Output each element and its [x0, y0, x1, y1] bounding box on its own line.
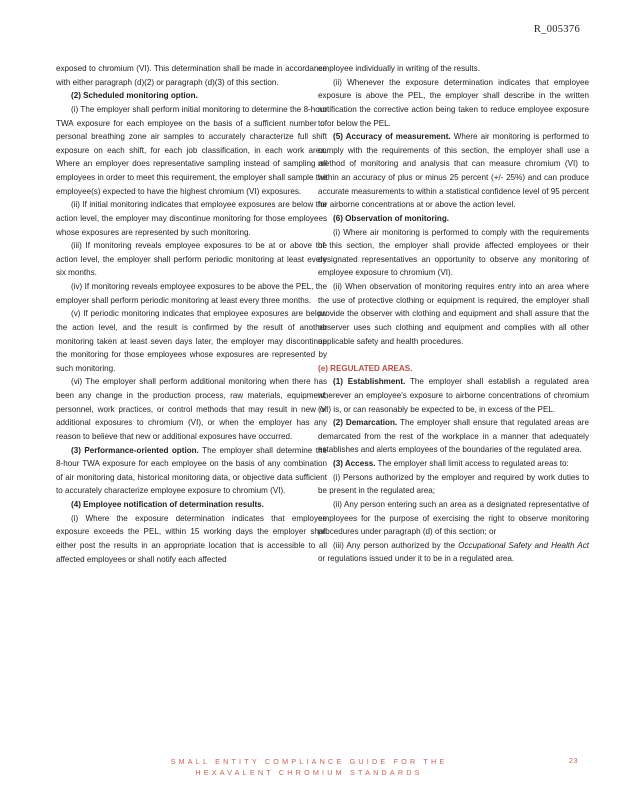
- bates-number: R_005376: [533, 24, 580, 35]
- paragraph: (5) Accuracy of measurement. Where air monitoring is performed to comply with the requirements of this section, the employer shall use a method of monitoring and analysis that can measure chromium (VI) to within an accuracy of plus or minus 25 percent (+/- 25%) and can produce accurate measurements to within a statistical confidence level of 95 percent for airborne concentrations at or above the action level.: [318, 132, 589, 210]
- page-number: 23: [569, 756, 578, 765]
- paragraph: (v) If periodic monitoring indicates that employee exposures are below the action level, and the result is confirmed by the result of another monitoring taken at least seven days later, the employer may discontinue the monitoring for those employees whose exposures are represented by such monitoring.: [56, 309, 327, 373]
- footer-line: HEXAVALENT CHROMIUM STANDARDS: [195, 768, 423, 777]
- subsection-heading: (5) Accuracy of measurement.: [333, 132, 451, 142]
- subsection-heading: (3) Access.: [333, 459, 376, 469]
- subsection-heading: (2) Scheduled monitoring option.: [71, 91, 198, 101]
- subsection-heading: (4) Employee notification of determination results.: [71, 500, 264, 509]
- paragraph: exposed to chromium (VI). This determination shall be made in accordance with either paragraph (d)(2) or paragraph (d)(3) of this section.: [56, 64, 327, 87]
- right-column: [318, 62, 589, 566]
- paragraph: employee individually in writing of the results.: [318, 64, 480, 73]
- paragraph: (ii) Any person entering such an area as a designated representative of employees for the purpose of exercising the right to observe monitoring procedures under paragraph (d) of this section; or: [318, 499, 589, 537]
- subsection-heading: (6) Observation of monitoring.: [333, 213, 450, 223]
- footer-line: SMALL ENTITY COMPLIANCE GUIDE FOR THE: [170, 757, 448, 766]
- paragraph: (3) Performance-oriented option. The employer shall determine the 8-hour TWA exposure for each employee on the basis of any combination of air monitoring data, historical monitoring data, or objective data sufficient to accurately characterize employee exposure to chromium (VI).: [56, 445, 327, 496]
- paragraph: (vi) The employer shall perform additional monitoring when there has been any change in the production process, raw materials, equipment, personnel, work practices, or control methods that may result in new or additional exposures to chromium (VI), or when the employer has any reason to believe that new or additional exposures have occurred.: [56, 377, 327, 441]
- section-heading: (e) REGULATED AREAS.: [318, 363, 413, 373]
- paragraph: (ii) If initial monitoring indicates that employee exposures are below the action level, the employer may discontinue monitoring for those employees whose exposures are represented by such monitoring.: [56, 200, 327, 237]
- subsection-heading: (1) Establishment.: [333, 377, 406, 387]
- paragraph: (2) Demarcation. The employer shall ensure that regulated areas are demarcated from the rest of the workplace in a manner that adequately establishes and alerts employees of the boundaries of the regulated area.: [318, 418, 589, 455]
- paragraph: (i) Where the exposure determination indicates that employee exposure exceeds the PEL, within 15 working days the employer shall either post the results in an appropriate location that is accessible to all affected employees or shall notify each affected: [56, 513, 327, 564]
- left-column: [56, 62, 327, 566]
- paragraph: (ii) When observation of monitoring requires entry into an area where the use of protective clothing or equipment is required, the employer shall provide the observer with clothing and equipment and shall assure that the observer uses such clothing and equipment and complies with all other applicable safety and health procedures.: [318, 282, 589, 346]
- paragraph: (3) Access. The employer shall limit access to regulated areas to:: [333, 459, 569, 469]
- paragraph: (i) Where air monitoring is performed to comply with the requirements of this section, the employer shall provide affected employees or their designated representatives an opportunity to observe any monitoring of employee exposure to chromium (VI).: [318, 227, 589, 278]
- paragraph: (ii) Whenever the exposure determination indicates that employee exposure is above the PEL, the employer shall describe in the written notification the corrective action being taken to reduce employee exposure to or below the PEL.: [318, 77, 589, 128]
- paragraph: (i) The employer shall perform initial monitoring to determine the 8-hour TWA exposure for each employee on the basis of a sufficient number of personal breathing zone air samples to accurately characterize full shift exposure on each shift, for each job classification, in each work area. Where an employer does representative sampling instead of sampling all employees in order to meet this requirement, the employer shall sample the employee(s) expected to have the highest chromium (VI) exposures.: [56, 104, 327, 196]
- footer-title: [0, 756, 618, 778]
- subsection-heading: (3) Performance-oriented option.: [71, 445, 199, 455]
- paragraph: (iii) Any person authorized by the Occupational Safety and Health Act or regulations issued under it to be in a regulated area.: [318, 540, 589, 564]
- paragraph: (1) Establishment. The employer shall establish a regulated area wherever an employee's exposure to airborne concentrations of chromium (VI) is, or can reasonably be expected to be, in excess of the PEL.: [318, 377, 589, 414]
- paragraph: (iii) If monitoring reveals employee exposures to be at or above the action level, the employer shall perform periodic monitoring at least every six months.: [56, 241, 327, 278]
- subsection-heading: (2) Demarcation.: [333, 418, 398, 428]
- paragraph: (i) Persons authorized by the employer and required by work duties to be present in the regulated area;: [318, 472, 589, 496]
- paragraph: (iv) If monitoring reveals employee exposures to be above the PEL, the employer shall perform periodic monitoring at least every three months.: [56, 282, 327, 305]
